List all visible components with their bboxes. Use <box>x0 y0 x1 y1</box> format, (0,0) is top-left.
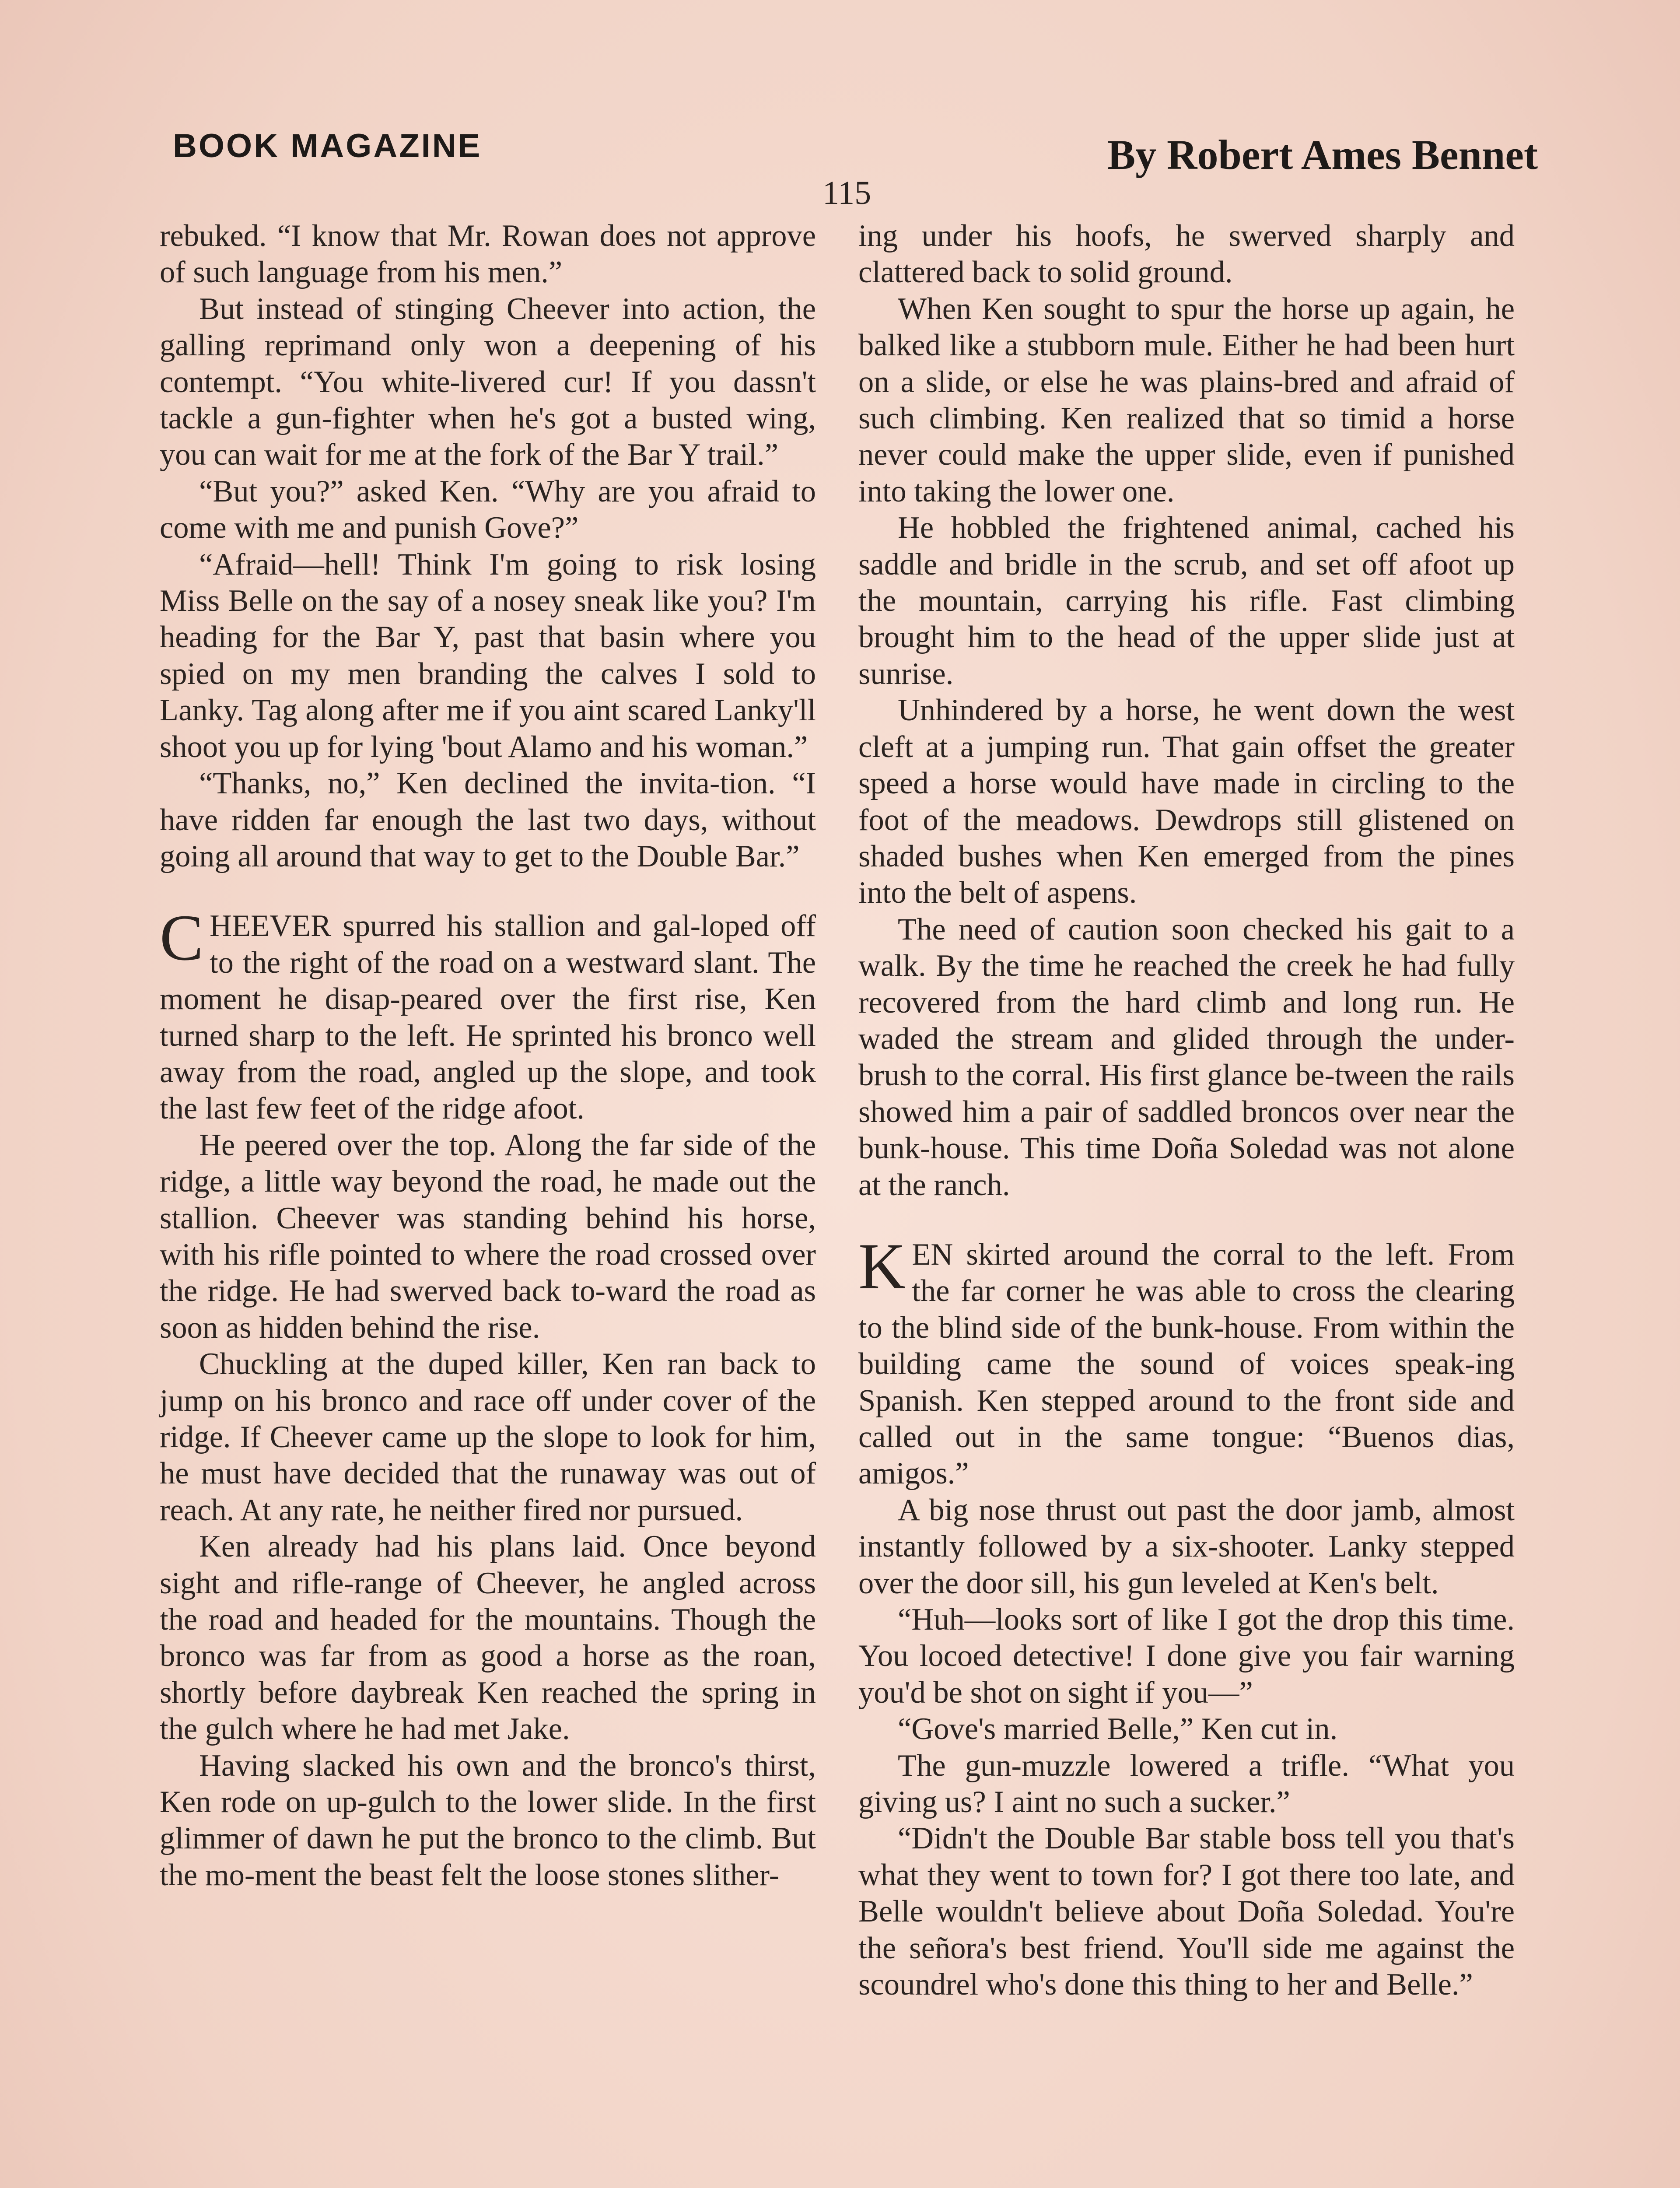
paragraph: The need of caution soon checked his gait to a walk. By the time he reached the creek he had fully recovered from the hard climb and long run. He waded the stream and glided through the under-brush to the corral. His first glance be-tween the rails showed him a pair of saddled broncos over near the bunk-house. This time Doña Soledad was not alone at the ranch. <box>858 912 1515 1202</box>
paragraph: “Huh—looks sort of like I got the drop this time. You locoed detective! I done give you fair warning you'd be shot on sight if you—” <box>858 1602 1515 1710</box>
right-column <box>858 218 1515 2003</box>
lead-text: EN skirted around the corral to the left. From the far corner he was able to cross the clearing to the blind side of the bunk-house. From within the building came the sound of voices speak-ing Spanish. Ken stepped around to the front side and called out in the same tongue: “Buenos dias, amigos.” <box>858 1237 1515 1491</box>
paragraph: Unhindered by a horse, he went down the west cleft at a jumping run. That gain offset the greater speed a horse would have made in circling to the foot of the meadows. Dewdrops still glistened on shaded bushes when Ken emerged from the pines into the belt of aspens. <box>858 693 1515 910</box>
paragraph: A big nose thrust out past the door jamb, almost instantly followed by a six-shooter. Lanky stepped over the door sill, his gun leveled at Ken's belt. <box>858 1493 1515 1600</box>
lead-text: HEEVER spurred his stallion and gal-loped off to the right of the road on a westward slant. The moment he disap-peared over the first rise, Ken turned sharp to the left. He sprinted his bronco well away from the road, angled up the slope, and took the last few feet of the ridge afoot. <box>160 909 816 1126</box>
paragraph: He hobbled the frightened animal, cached his saddle and bridle in the scrub, and set off afoot up the mountain, carrying his rifle. Fast climbing brought him to the head of the upper slide just at sunrise. <box>858 511 1515 691</box>
paragraph: But instead of stinging Cheever into action, the galling reprimand only won a deepening of his contempt. “You white-livered cur! If you dassn't tackle a gun-fighter when he's got a busted wing, you can wait for me at the fork of the Bar Y trail.” <box>160 291 816 472</box>
drop-cap: C <box>160 901 204 975</box>
paragraph: Chuckling at the duped killer, Ken ran back to jump on his bronco and race off under cover of the ridge. If Cheever came up the slope to look for him, he must have decided that the runaway was out of reach. At any rate, he neither fired nor pursued. <box>160 1347 816 1527</box>
section-break <box>858 1203 1515 1237</box>
paragraph: He peered over the top. Along the far side of the ridge, a little way beyond the road, he made out the stallion. Cheever was standing behind his horse, with his rifle pointed to where the road crossed over the ridge. He had swerved back to-ward the road as soon as hidden behind the rise. <box>160 1128 816 1345</box>
paragraph: “Gove's married Belle,” Ken cut in. <box>898 1712 1338 1746</box>
paragraph: “Afraid—hell! Think I'm going to risk losing Miss Belle on the say of a nosey sneak like you? I'm heading for the Bar Y, past that basin where you spied on my men branding the calves I sold to Lanky. Tag along after me if you aint scared Lanky'll shoot you up for lying 'bout Alamo and his woman.” <box>160 547 816 764</box>
paragraph: rebuked. “I know that Mr. Rowan does not approve of such language from his men.” <box>160 219 816 290</box>
paragraph: “Didn't the Double Bar stable boss tell you that's what they went to town for? I got there too late, and Belle wouldn't believe about Doña Soledad. You're the señora's best friend. You'll side me against the scoundrel who's done this thing to her and Belle.” <box>858 1821 1515 2002</box>
page-number: 115 <box>822 175 872 211</box>
left-column <box>160 218 816 1893</box>
paragraph: When Ken sought to spur the horse up again, he balked like a stubborn mule. Either he had been hurt on a slide, or else he was plains-bred and afraid of such climbing. Ken realized that so timid a horse never could make the upper slide, even if punished into taking the lower one. <box>858 291 1515 508</box>
author-byline: By Robert Ames Bennet <box>1107 131 1538 178</box>
section-lead-paragraph <box>160 901 816 1127</box>
section-break <box>160 875 816 908</box>
paragraph: “But you?” asked Ken. “Why are you afraid to come with me and punish Gove?” <box>160 474 816 545</box>
paragraph: Ken already had his plans laid. Once beyond sight and rifle-range of Cheever, he angled across the road and headed for the mountains. Though the bronco was far from as good a horse as the roan, shortly before daybreak Ken reached the spring in the gulch where he had met Jake. <box>160 1529 816 1746</box>
paragraph: Having slacked his own and the bronco's thirst, Ken rode on up-gulch to the lower slide. In the first glimmer of dawn he put the bronco to the climb. But the mo-ment the beast felt the loose stones slither- <box>160 1748 816 1892</box>
section-lead-paragraph <box>858 1230 1515 1492</box>
drop-cap: K <box>858 1230 906 1303</box>
paragraph: “Thanks, no,” Ken declined the invita-tion. “I have ridden far enough the last two days, without going all around that way to get to the Double Bar.” <box>160 766 816 873</box>
paragraph: ing under his hoofs, he swerved sharply and clattered back to solid ground. <box>858 219 1515 290</box>
publication-name: BOOK MAGAZINE <box>173 127 482 165</box>
paragraph: The gun-muzzle lowered a trifle. “What you giving us? I aint no such a sucker.” <box>858 1748 1515 1820</box>
